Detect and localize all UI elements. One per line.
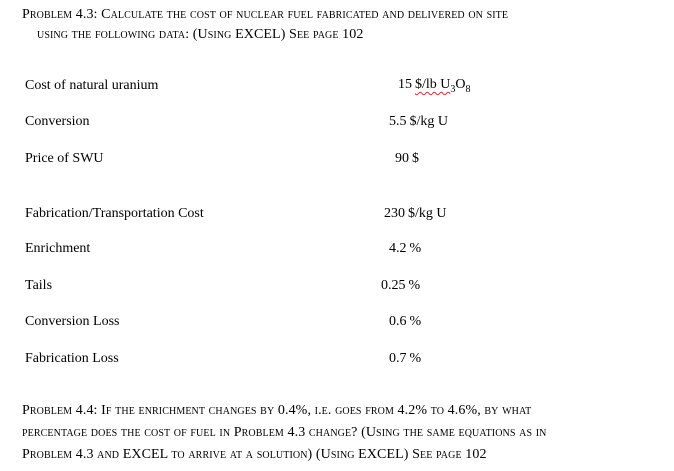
problem-4-4-line-3: Problem 4.3 and EXCEL to arrive at a solution) (Using EXCEL) See page 102: [22, 447, 487, 462]
problem-4-4-text: [22, 400, 662, 466]
value-tails: [381, 277, 420, 295]
value-number: 0.25: [381, 278, 406, 293]
value-cost-natural-uranium: [398, 76, 471, 99]
value-unit: %: [409, 241, 422, 256]
problem-4-3-line-1: Problem 4.3: Calculate the cost of nuclear fuel fabricated and delivered on site: [22, 7, 509, 22]
label-fabrication-transportation-cost: Fabrication/Transportation Cost: [25, 206, 204, 221]
problem-4-4-line-1: Problem 4.4: If the enrichment changes by 0.4%, i.e. goes from 4.2% to 4.6%, by what: [22, 403, 532, 418]
label-conversion: Conversion: [25, 114, 90, 129]
value-price-of-swu: [395, 150, 419, 168]
subscript-3: 3: [450, 84, 456, 95]
label-enrichment: Enrichment: [25, 241, 91, 256]
value-unit: %: [409, 351, 422, 366]
label-conversion-loss: Conversion Loss: [25, 314, 120, 329]
problem-4-4-line-2: percentage does the cost of fuel in Problem 4.3 change? (Using the same equations as in: [22, 425, 547, 440]
value-number: 230: [384, 206, 405, 221]
label-price-of-swu: Price of SWU: [25, 151, 104, 166]
oxygen-symbol: O: [455, 77, 466, 92]
value-conversion-loss: [389, 313, 421, 331]
label-tails: Tails: [25, 278, 53, 293]
value-number: 0.7: [389, 351, 407, 366]
value-unit: $: [412, 151, 419, 166]
value-enrichment: [389, 240, 421, 258]
value-unit: $/kg U: [409, 114, 448, 129]
value-fabrication-loss: [389, 350, 421, 368]
value-conversion: [389, 113, 448, 131]
value-number: 5.5: [389, 114, 407, 129]
label-cost-natural-uranium: Cost of natural uranium: [25, 78, 159, 93]
value-number: 0.6: [389, 314, 407, 329]
problem-4-3-line-2: using the following data: (Using EXCEL) See page 102: [37, 27, 364, 42]
value-unit: %: [409, 314, 422, 329]
value-unit: $/kg U: [408, 206, 447, 221]
subscript-8: 8: [465, 84, 471, 95]
value-number: 4.2: [389, 241, 407, 256]
value-number: 15: [398, 77, 412, 92]
label-fabrication-loss: Fabrication Loss: [25, 351, 119, 366]
value-unit: $/lb U: [415, 77, 451, 92]
problem-4-3-heading: [22, 5, 662, 45]
value-unit: %: [408, 278, 421, 293]
value-number: 90: [395, 151, 409, 166]
value-fabrication-transportation-cost: [384, 205, 447, 223]
